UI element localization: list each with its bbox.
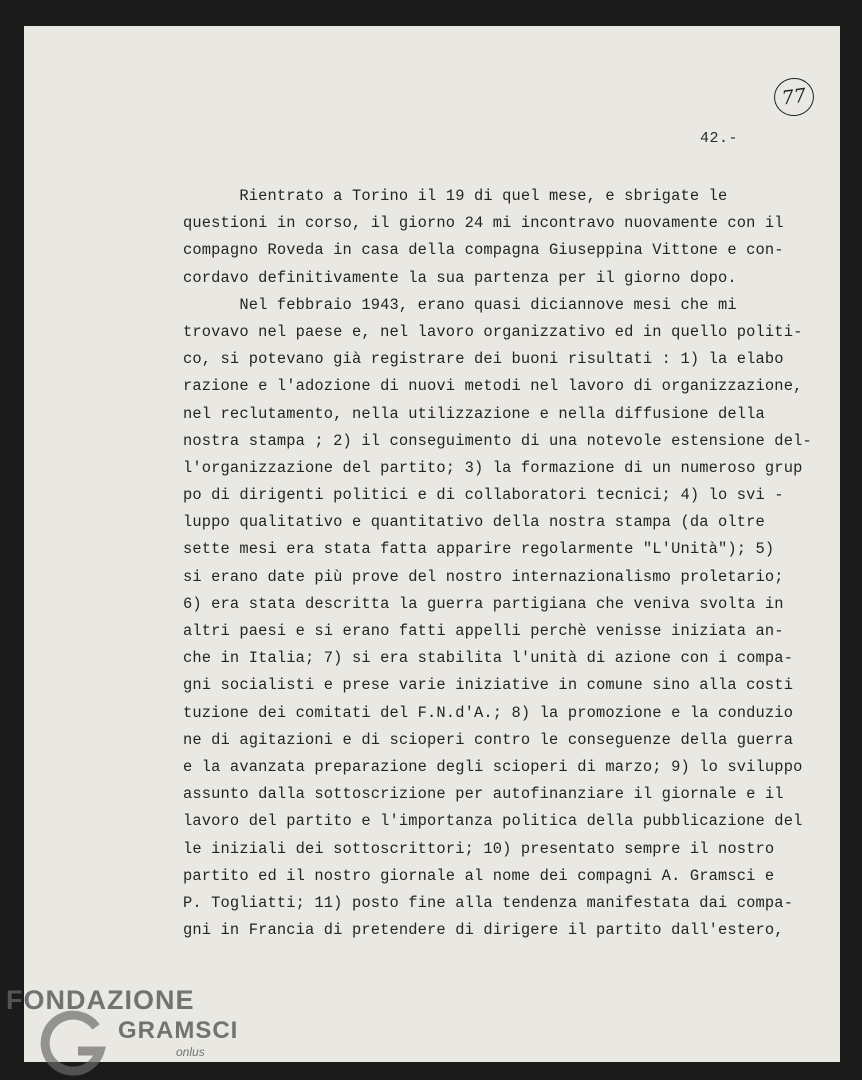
text-line: co, si potevano già registrare dei buoni risultati : 1) la elabo [183,350,784,369]
fondazione-gramsci-watermark [6,985,239,1075]
text-line: 6) era stata descritta la guerra partigiana che veniva svolta in [183,594,784,613]
text-line: compagno Roveda in casa della compagna Giuseppina Vittone e con- [183,241,784,260]
text-line: si erano date più prove del nostro internazionalismo proletario; [183,567,784,586]
text-line: tuzione dei comitati del F.N.d'A.; 8) la promozione e la conduzio [183,703,794,722]
text-line: lavoro del partito e l'importanza politica della pubblicazione del [183,812,803,831]
text-line: P. Togliatti; 11) posto fine alla tendenza manifestata dai compa- [183,893,794,912]
watermark-line3: onlus [176,1045,205,1059]
text-line: partito ed il nostro giornale al nome dei compagni A. Gramsci e [183,866,775,885]
text-line: trovavo nel paese e, nel lavoro organizzativo ed in quello politi- [183,322,803,341]
typewritten-text [183,183,843,944]
text-line: l'organizzazione del partito; 3) la formazione di un numeroso grup [183,458,803,477]
page-number: 42.- [700,130,739,147]
folio-stamp: 77 [772,75,817,118]
text-line: sette mesi era stata fatta apparire regolarmente "L'Unità"); 5) [183,540,775,559]
watermark-line1: FONDAZIONE [6,985,195,1015]
text-line: le iniziali dei sottoscrittori; 10) presentato sempre il nostro [183,839,775,858]
text-line: razione e l'adozione di nuovi metodi nel lavoro di organizzazione, [183,377,803,396]
text-line: gni in Francia di pretendere di dirigere il partito dall'estero, [183,921,784,940]
watermark-line2: GRAMSCI [118,1017,239,1044]
text-line: po di dirigenti politici e di collaboratori tecnici; 4) lo svi - [183,486,784,505]
document-page [24,26,840,1062]
text-line: luppo qualitativo e quantitativo della nostra stampa (da oltre [183,513,765,532]
text-line: ne di agitazioni e di scioperi contro le conseguenze della guerra [183,730,794,749]
text-line: nel reclutamento, nella utilizzazione e nella diffusione della [183,404,765,423]
text-line: cordavo definitivamente la sua partenza per il giorno dopo. [183,268,737,287]
text-line: Nel febbraio 1943, erano quasi diciannove mesi che mi [183,295,737,314]
text-line: nostra stampa ; 2) il conseguimento di una notevole estensione del- [183,431,812,450]
text-line: che in Italia; 7) si era stabilita l'unità di azione con i compa- [183,649,794,668]
text-line: altri paesi e si erano fatti appelli perchè venisse iniziata an- [183,622,784,640]
gramsci-logo-icon [34,1007,114,1077]
text-line: e la avanzata preparazione degli scioperi di marzo; 9) lo sviluppo [183,757,803,776]
text-line: gni socialisti e prese varie iniziative in comune sino alla costi [183,676,794,695]
text-line: assunto dalla sottoscrizione per autofinanziare il giornale e il [183,785,784,804]
text-line: questioni in corso, il giorno 24 mi incontravo nuovamente con il [183,214,784,233]
text-line: Rientrato a Torino il 19 di quel mese, e sbrigate le [183,187,728,205]
